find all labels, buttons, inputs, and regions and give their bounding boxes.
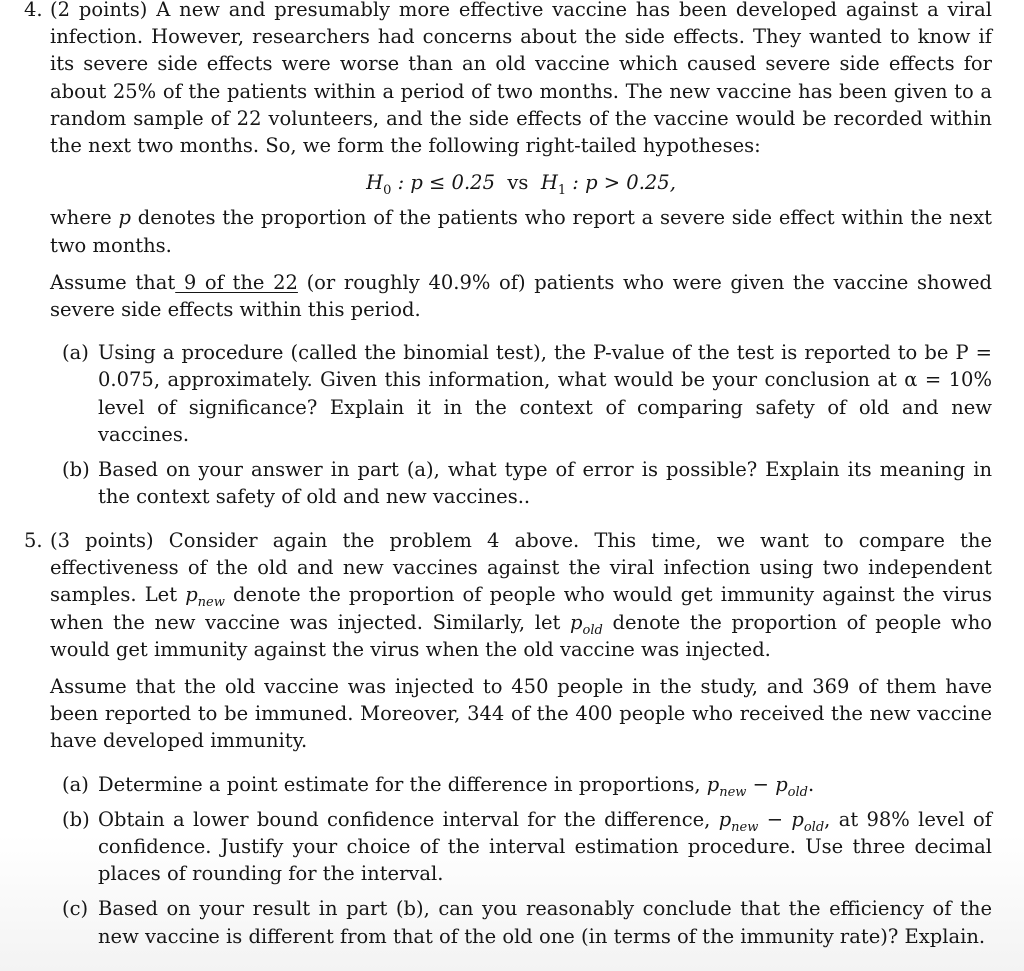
underlined-count: 9 of the 22: [175, 270, 298, 294]
problem-4-intro: (2 points) A new and presumably more effective vaccine has been developed against a viral infection. However, researchers had concerns about the side effects. They wanted to know if its severe side effects were worse than an old vaccine which caused severe side effects for about 25% of the patients within a period of two months. The new vaccine has been given to a random sample of 22 volunteers, and the side effects of the vaccine would be recorded within the next two months. So, we form the following right-tailed hypotheses:: [50, 0, 992, 158]
problem-4: [24, 0, 992, 518]
problem-5-parts: [50, 771, 992, 950]
part-item: (b) Obtain a lower bound confidence interval for the difference, $p_{new} - p_{old}$, at 98% level of confidence. Justify your choice of the interval estimation procedure. Use three decimal places of rounding for the interval.: [62, 807, 992, 886]
part-item: (b) Based on your answer in part (a), what type of error is possible? Explain its meaning in the context safety of old and new vaccines..: [62, 458, 992, 509]
problem-5-intro: (3 points) Consider again the problem 4 above. This time, we want to compare the effectiveness of the old and new vaccines against the viral infection using two independent samples. Let $p_{new}$ denote the proportion of people who would get immunity against the virus when the new vaccine was injected. Similarly, let $p_{old}$ denote the proportion of people who would get immunity against the virus when the old vaccine was injected.: [50, 529, 992, 661]
where-text: where p denotes the proportion of the patients who report a severe side effect within the next two months.: [50, 206, 992, 257]
assume-text: Assume that 9 of the 22 (or roughly 40.9% of) patients who were given the vaccine showed severe side effects within this period.: [50, 270, 992, 322]
part-item: (c) Based on your result in part (b), can you reasonably conclude that the efficiency of the new vaccine is different from that of the old one (in terms of the immunity rate)? Explain.: [62, 897, 992, 948]
problem-5-assume: Assume that the old vaccine was injected to 450 people in the study, and 369 of them have been reported to be immuned. Moreover, 344 of the 400 people who received the new vaccine have developed immunity.: [50, 675, 992, 753]
problem-number: 5.: [24, 529, 43, 552]
problem-5: [24, 527, 992, 958]
problem-number: 4.: [24, 0, 43, 21]
hypotheses-formula: $H_0$ : p ≤ 0.25 vs $H_1$ : p > 0.25,: [366, 171, 676, 199]
part-item: (a) Using a procedure (called the binomial test), the P-value of the test is reported to be P = 0.075, approximately. Given this information, what would be your conclusion at α = 10% level of significance? Explain it in the context of comparing safety of old and new vaccines.: [62, 341, 992, 446]
part-item: (a) Determine a point estimate for the difference in proportions, $p_{new} - p_{old}$.: [62, 772, 815, 800]
problem-4-parts: [50, 339, 992, 510]
